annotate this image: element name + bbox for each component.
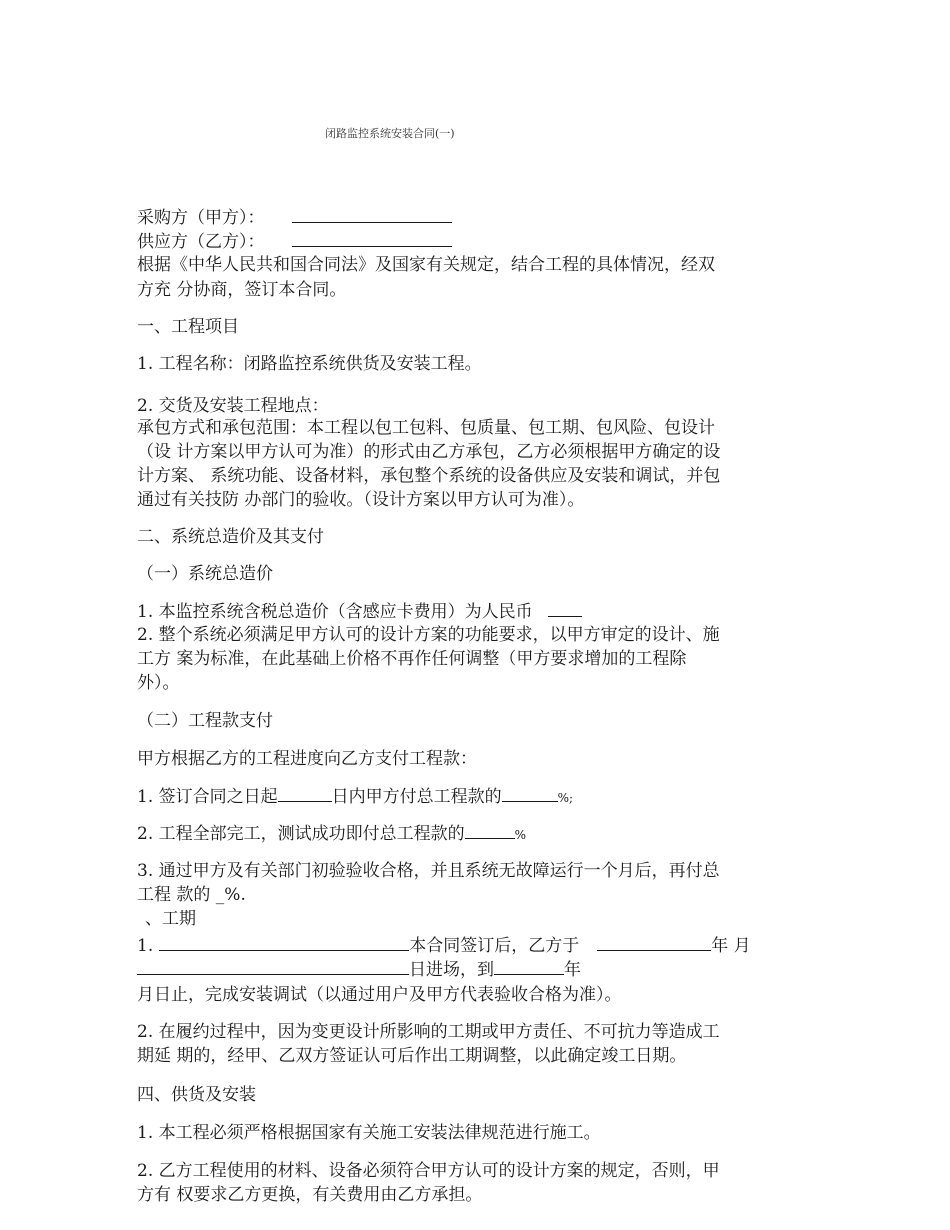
scope-line: 计方案、 系统功能、设备材料，承包整个系统的设备供应及安装和调试，并包 bbox=[137, 466, 721, 486]
payment-intro: 甲方根据乙方的工程进度向乙方支付工程款： bbox=[137, 749, 477, 769]
price-terms-line: 工方 案为标准，在此基础上价格不再作任何调整（甲方要求增加的工程除 bbox=[137, 649, 687, 669]
scope-line: 通过有关技防 办部门的验收。（设计方案以甲方认可为准）。 bbox=[137, 490, 585, 510]
scope-line: （设 计方案以甲方认可为准）的形式由乙方承包，乙方必须根据甲方确定的设 bbox=[137, 442, 721, 462]
project-name: 1. 工程名称：闭路监控系统供货及安装工程。 bbox=[137, 354, 482, 374]
payment-term-3: 3. 通过甲方及有关部门初验验收合格，并且系统无故障运行一个月后，再付总 bbox=[137, 861, 720, 881]
percent-blank bbox=[465, 821, 515, 839]
subsection-heading: （二）工程款支付 bbox=[137, 711, 273, 731]
section-heading: 二、系统总造价及其支付 bbox=[137, 527, 324, 547]
section-heading: 、工期 bbox=[145, 909, 196, 929]
payment-term-1-text: 1. 签订合同之日起 bbox=[137, 787, 278, 807]
buyer-blank bbox=[292, 205, 452, 223]
section-heading: 四、供货及安装 bbox=[137, 1085, 256, 1105]
buyer-line bbox=[137, 205, 452, 230]
year-blank bbox=[494, 957, 564, 975]
delay-clause: 2. 在履约过程中，因为变更设计所影响的工期或甲方责任、不可抗力等造成工 bbox=[137, 1022, 720, 1042]
supplier-blank bbox=[292, 229, 452, 247]
schedule-text: 年 bbox=[564, 960, 581, 980]
percent-blank bbox=[502, 784, 558, 802]
supplier-label: 供应方（乙方）： bbox=[137, 232, 265, 252]
price-terms-line: 2. 整个系统必须满足甲方认可的设计方案的功能要求，以甲方审定的设计、施 bbox=[137, 625, 720, 645]
schedule-line: 月日止，完成安装调试（以通过用户及甲方代表验收合格为准）。 bbox=[137, 985, 622, 1005]
price-text: 1. 本监控系统含税总造价（含感应卡费用）为人民币 bbox=[137, 602, 533, 622]
price-blank bbox=[548, 599, 582, 617]
payment-term-1 bbox=[137, 784, 573, 810]
supply-clause-2: 2. 乙方工程使用的材料、设备必须符合甲方认可的设计方案的规定，否则，甲 bbox=[137, 1161, 720, 1181]
schedule-text: 年 月 bbox=[711, 936, 751, 956]
supply-clause-2: 方有 权要求乙方更换，有关费用由乙方承担。 bbox=[137, 1185, 483, 1205]
percent-sign: % bbox=[514, 828, 527, 842]
section-heading: 一、工程项目 bbox=[137, 317, 239, 337]
preamble-line: 根据《中华人民共和国合同法》及国家有关规定，结合工程的具体情况，经双 bbox=[137, 255, 715, 275]
payment-term-2-text: 2. 工程全部完工，测试成功即付总工程款的 bbox=[137, 824, 465, 844]
schedule-line bbox=[137, 957, 581, 982]
schedule-text: 本合同签订后，乙方于 bbox=[409, 936, 580, 956]
supplier-line bbox=[137, 229, 452, 254]
buyer-label: 采购方（甲方）： bbox=[137, 208, 265, 228]
schedule-blank bbox=[159, 933, 409, 951]
schedule-text: 1. bbox=[137, 936, 154, 956]
preamble-line: 方充 分协商，签订本合同。 bbox=[137, 280, 347, 300]
scope-line: 承包方式和承包范围：本工程以包工包料、包质量、包工期、包风险、包设计 bbox=[137, 418, 715, 438]
payment-term-2 bbox=[137, 821, 526, 847]
supply-clause-1: 1. 本工程必须严格根据国家有关施工安装法律规范进行施工。 bbox=[137, 1123, 601, 1143]
subsection-heading: （一）系统总造价 bbox=[137, 564, 273, 584]
schedule-line bbox=[137, 933, 751, 958]
percent-sign: %; bbox=[557, 791, 574, 805]
price-terms-line: 外）。 bbox=[137, 673, 180, 693]
document-title: 闭路监控系统安装合同(一) bbox=[325, 127, 455, 140]
project-location: 2. 交货及安装工程地点： bbox=[137, 396, 329, 416]
schedule-text: 日进场，到 bbox=[409, 960, 494, 980]
payment-term-1-text: 日内甲方付总工程款的 bbox=[331, 787, 502, 807]
price-line bbox=[137, 599, 582, 624]
year-blank bbox=[597, 933, 711, 951]
days-blank bbox=[278, 784, 332, 802]
payment-term-3: 工程 款的 _%. bbox=[137, 885, 246, 905]
schedule-blank bbox=[137, 957, 409, 975]
delay-clause: 期延 期的，经甲、乙双方签证认可后作出工期调整，以此确定竣工日期。 bbox=[137, 1046, 687, 1066]
